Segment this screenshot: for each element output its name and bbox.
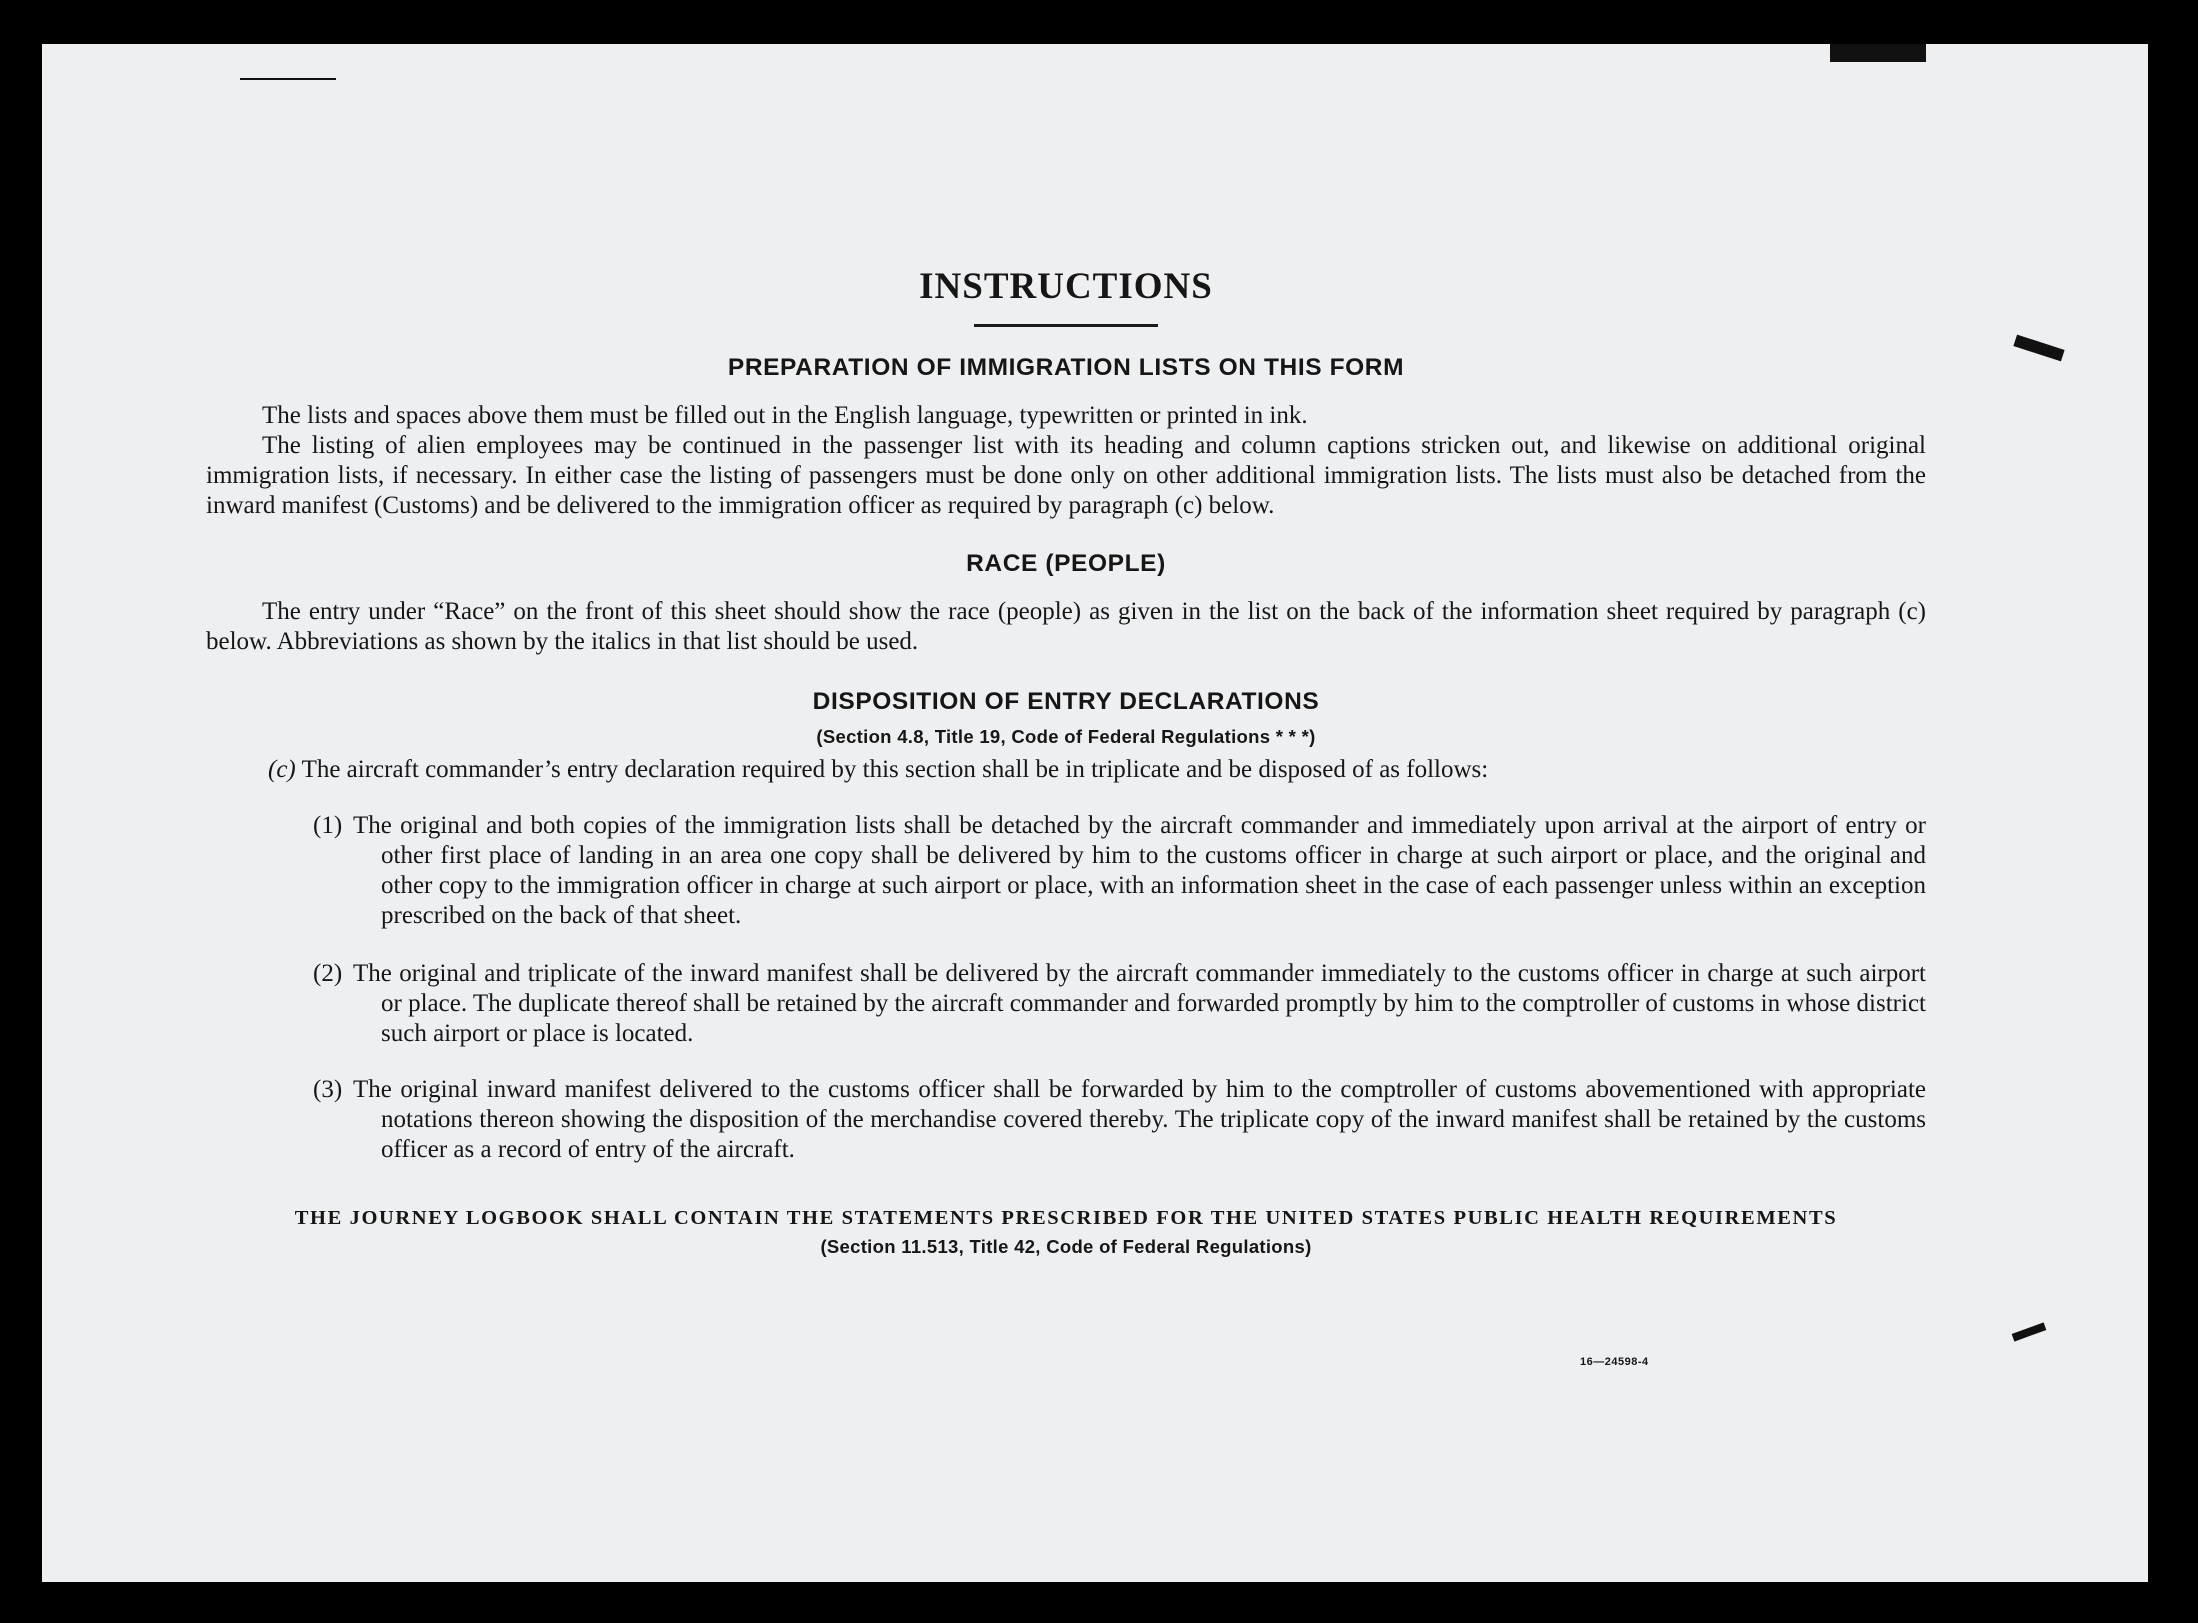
disposition-item-2 xyxy=(313,959,1926,1049)
scan-artifact-right-arrow xyxy=(2013,335,2064,362)
section-heading-disposition: DISPOSITION OF ENTRY DECLARATIONS xyxy=(812,688,1320,715)
title-underline xyxy=(974,324,1158,327)
race-para: The entry under “Race” on the front of this sheet should show the race (people) as given in the list on the back of the information sheet required by paragraph (c) below. Abbreviations as shown by the italics in that list should be used. xyxy=(206,598,1926,655)
intro-label: (c) xyxy=(268,756,296,783)
preparation-para-1: The lists and spaces above them must be filled out in the English language, typewritten or printed in ink. xyxy=(262,402,1308,429)
item-text: The original inward manifest delivered to the customs officer shall be forwarded by him to the comptroller of customs abovementioned with appropriate notations thereon showing the disposition of the merchandise covered thereby. The triplicate copy of the inward manifest shall be retained by the customs officer as a record of entry of the aircraft. xyxy=(353,1076,1926,1163)
scan-artifact-top-right xyxy=(1830,44,1926,62)
form-number: 16—24598-4 xyxy=(1580,1356,1649,1368)
footer-citation: (Section 11.513, Title 42, Code of Federal Regulations) xyxy=(820,1236,1312,1257)
section-heading-race: RACE (PEOPLE) xyxy=(966,550,1166,577)
instructions-content xyxy=(206,222,1926,1259)
item-number: (1) xyxy=(313,812,343,839)
item-text: The original and triplicate of the inward manifest shall be delivered by the aircraft commander immediately to the customs officer in charge at such airport or place. The duplicate thereof shall be retained by the aircraft commander and forwarded promptly by him to the comptroller of customs in whose district such airport or place is located. xyxy=(353,960,1926,1047)
item-number: (3) xyxy=(313,1076,343,1103)
scan-artifact-top-left xyxy=(240,78,336,80)
page-title: INSTRUCTIONS xyxy=(919,266,1213,307)
footer-heading: THE JOURNEY LOGBOOK SHALL CONTAIN THE STATEMENTS PRESCRIBED FOR THE UNITED STATES PUBLIC HEALTH REQUIREMENTS xyxy=(294,1207,1838,1229)
disposition-intro xyxy=(206,755,1926,785)
intro-text: The aircraft commander’s entry declaration required by this section shall be in triplicate and be disposed of as follows: xyxy=(301,756,1489,783)
disposition-item-3 xyxy=(313,1075,1926,1165)
disposition-citation: (Section 4.8, Title 19, Code of Federal Regulations * * *) xyxy=(816,726,1316,747)
item-text: The original and both copies of the immigration lists shall be detached by the aircraft commander and immediately upon arrival at the airport of entry or other first place of landing in an area one copy shall be delivered by him to the customs officer in charge at such airport or place, and the original and other copy to the immigration officer in charge at such airport or place, with an information sheet in the case of each passenger unless within an exception prescribed on the back of that sheet. xyxy=(353,812,1926,929)
disposition-item-1 xyxy=(313,811,1926,931)
item-number: (2) xyxy=(313,960,343,987)
scan-artifact-right-mark xyxy=(2012,1322,2047,1341)
preparation-para-2: The listing of alien employees may be continued in the passenger list with its heading and column captions stricken out, and likewise on additional original immigration lists, if necessary. In either case the listing of passengers must be done only on other additional immigration lists. The lists must also be detached from the inward manifest (Customs) and be delivered to the immigration officer as required by paragraph (c) below. xyxy=(206,432,1926,519)
section-heading-preparation: PREPARATION OF IMMIGRATION LISTS ON THIS FORM xyxy=(727,354,1405,381)
